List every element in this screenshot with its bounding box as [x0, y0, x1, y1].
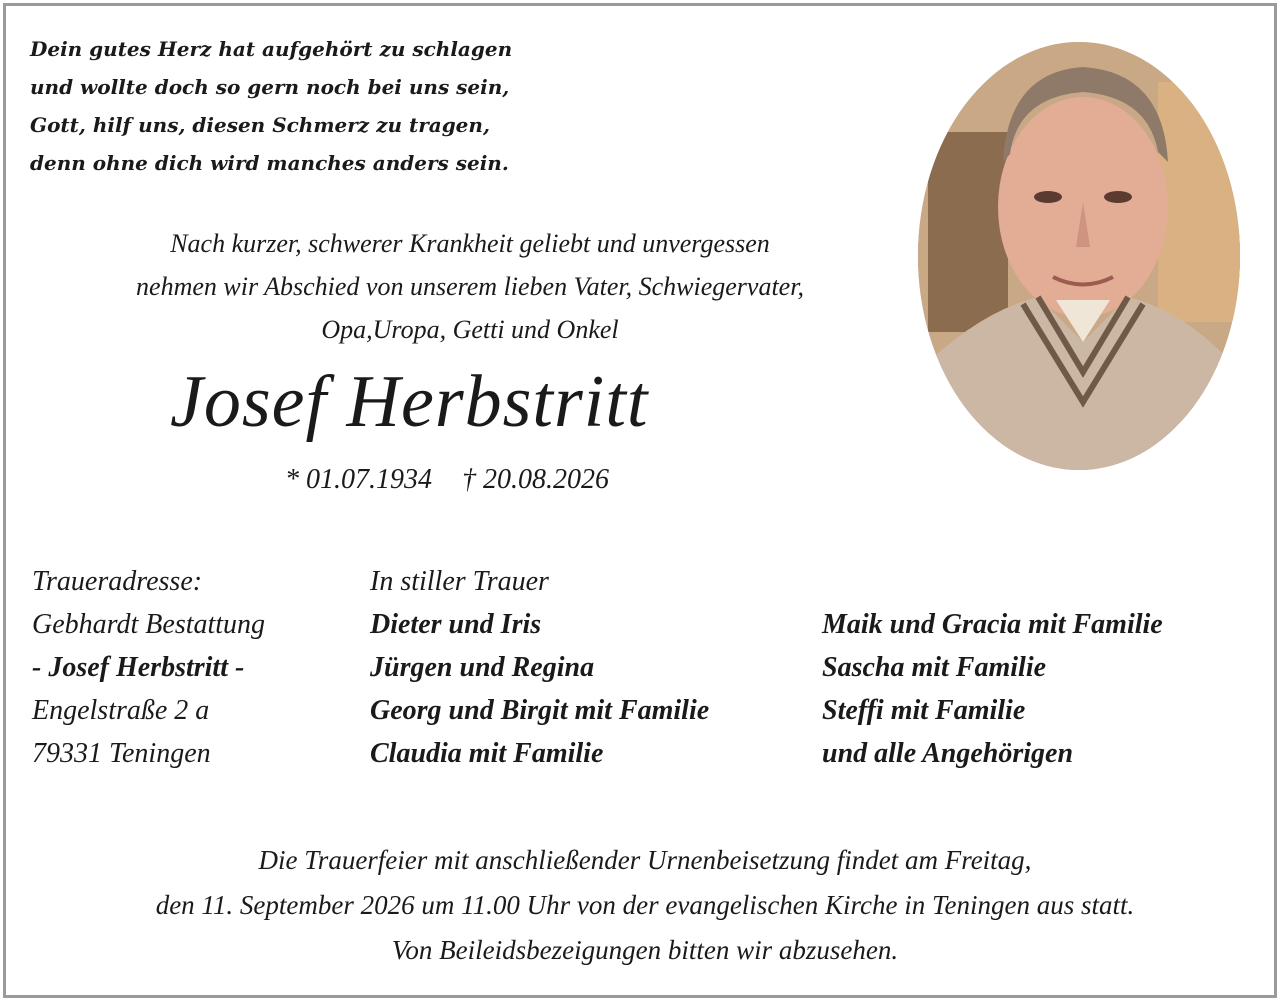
poem-line: Dein gutes Herz hat aufgehört zu schlagen [30, 37, 513, 61]
mourner-entry: Dieter und Iris [370, 609, 542, 640]
poem [30, 30, 512, 182]
mourners-column-1 [370, 560, 709, 775]
death-date: † 20.08.2026 [462, 464, 609, 495]
life-dates [285, 464, 609, 496]
mourner-entry: Jürgen und Regina [370, 652, 595, 683]
portrait-photo [918, 42, 1240, 470]
intro-line: Opa,Uropa, Getti und Onkel [321, 315, 619, 344]
mourning-address [32, 560, 265, 775]
mourners-heading: In stiller Trauer [370, 566, 549, 597]
mourner-entry: Georg und Birgit mit Familie [370, 695, 710, 726]
intro-text [20, 222, 920, 351]
ceremony-line: den 11. September 2026 um 11.00 Uhr von der evangelischen Kirche in Teningen aus statt. [155, 890, 1135, 920]
mourner-entry: Claudia mit Familie [370, 738, 604, 769]
poem-line: denn ohne dich wird manches anders sein. [30, 151, 509, 175]
address-line: - Josef Herbstritt - [32, 652, 245, 683]
birth-date: * 01.07.1934 [285, 464, 432, 495]
address-city: 79331 Teningen [32, 738, 211, 769]
portrait-icon [918, 42, 1240, 470]
address-heading: Traueradresse: [32, 566, 203, 597]
mourners-column-2 [822, 603, 1163, 775]
mourner-entry: Steffi mit Familie [822, 695, 1026, 726]
ceremony-line: Die Trauerfeier mit anschließender Urnenbeisetzung findet am Freitag, [258, 845, 1032, 875]
mourner-entry: Maik und Gracia mit Familie [822, 609, 1163, 640]
intro-line: nehmen wir Abschied von unserem lieben Vater, Schwiegervater, [136, 272, 804, 301]
mourner-entry: und alle Angehörigen [822, 738, 1074, 769]
mourner-entry: Sascha mit Familie [822, 652, 1047, 683]
poem-line: Gott, hilf uns, diesen Schmerz zu tragen, [30, 113, 490, 137]
ceremony-line: Von Beileidsbezeigungen bitten wir abzusehen. [391, 935, 899, 965]
deceased-name: Josef Herbstritt [170, 361, 649, 443]
intro-line: Nach kurzer, schwerer Krankheit geliebt und unvergessen [170, 229, 770, 258]
address-street: Engelstraße 2 a [32, 695, 210, 726]
ceremony-notice [20, 838, 1270, 973]
poem-line: und wollte doch so gern noch bei uns sein, [30, 75, 510, 99]
address-line: Gebhardt Bestattung [32, 609, 266, 640]
